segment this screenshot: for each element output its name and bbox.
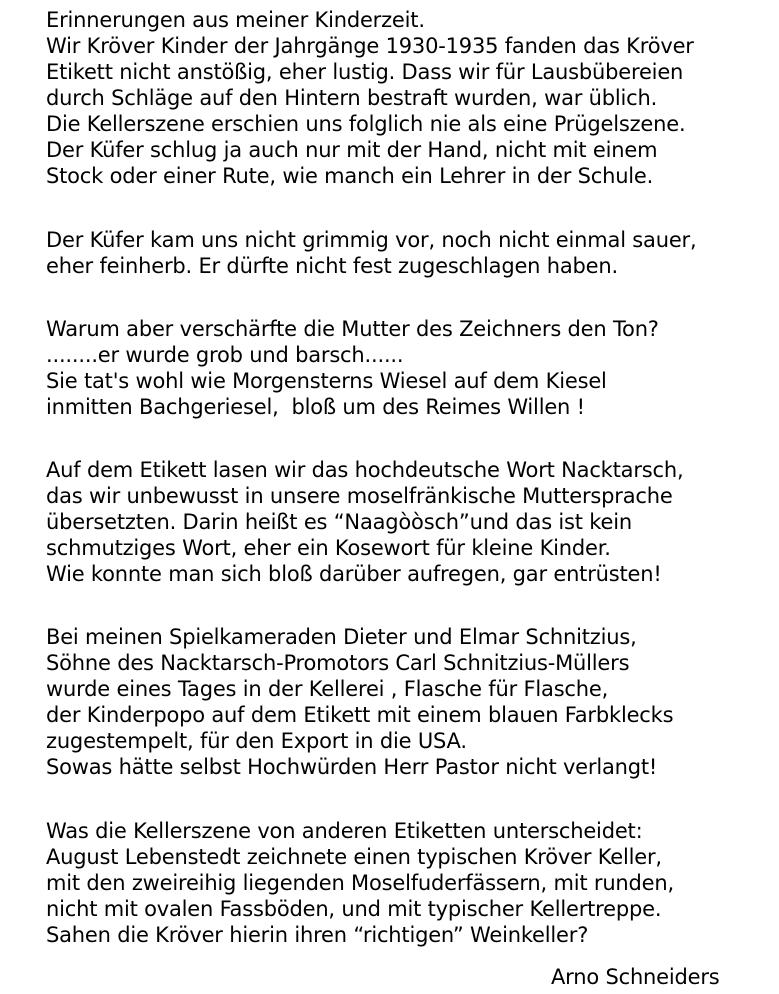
text-line: mit den zweireihig liegenden Moselfuderfässern, mit runden, <box>46 871 674 895</box>
text-line: Sowas hätte selbst Hochwürden Herr Pastor nicht verlangt! <box>46 755 658 779</box>
text-line: wurde eines Tages in der Kellerei , Flasche für Flasche, <box>46 677 609 701</box>
text-line: das wir unbewusst in unsere moselfränkische Muttersprache <box>46 484 673 508</box>
text-line: Sahen die Kröver hierin ihren “richtigen” Weinkeller? <box>46 923 589 947</box>
text-line: Warum aber verschärfte die Mutter des Zeichners den Ton? <box>46 317 659 341</box>
text-line: Stock oder einer Rute, wie manch ein Lehrer in der Schule. <box>46 164 654 188</box>
text-line: Erinnerungen aus meiner Kinderzeit. <box>46 8 425 32</box>
text-line: ........er wurde grob und barsch...... <box>46 343 404 367</box>
text-line: Der Küfer schlug ja auch nur mit der Hand, nicht mit einem <box>46 138 658 162</box>
text-line: Auf dem Etikett lasen wir das hochdeutsche Wort Nacktarsch, <box>46 458 684 482</box>
text-line: nicht mit ovalen Fassböden, und mit typischer Kellertreppe. <box>46 897 662 921</box>
author-signature: Arno Schneiders <box>551 965 720 989</box>
text-line: Was die Kellerszene von anderen Etiketten unterscheidet: <box>46 819 643 843</box>
text-line: Söhne des Nacktarsch-Promotors Carl Schnitzius-Müllers <box>46 651 630 675</box>
text-line: Wie konnte man sich bloß darüber aufregen, gar entrüsten! <box>46 562 662 586</box>
text-line: der Kinderpopo auf dem Etikett mit einem blauen Farbklecks <box>46 703 674 727</box>
text-line: Die Kellerszene erschien uns folglich nie als eine Prügelszene. <box>46 112 686 136</box>
text-line: inmitten Bachgeriesel, bloß um des Reimes Willen ! <box>46 395 585 419</box>
text-line: Der Küfer kam uns nicht grimmig vor, noch nicht einmal sauer, <box>46 228 697 252</box>
text-line: Bei meinen Spielkameraden Dieter und Elmar Schnitzius, <box>46 625 637 649</box>
text-line: Etikett nicht anstößig, eher lustig. Dass wir für Lausbübereien <box>46 60 684 84</box>
text-line: Wir Kröver Kinder der Jahrgänge 1930-1935 fanden das Kröver <box>46 34 694 58</box>
text-line: zugestempelt, für den Export in die USA. <box>46 729 467 753</box>
text-line: durch Schläge auf den Hintern bestraft wurden, war üblich. <box>46 86 658 110</box>
text-line: übersetzten. Darin heißt es “Naagòòsch”und das ist kein <box>46 510 632 534</box>
text-line: schmutziges Wort, eher ein Kosewort für kleine Kinder. <box>46 536 611 560</box>
text-line: August Lebenstedt zeichnete einen typischen Kröver Keller, <box>46 845 662 869</box>
text-line: eher feinherb. Er dürfte nicht fest zugeschlagen haben. <box>46 254 618 278</box>
text-line: Sie tat's wohl wie Morgensterns Wiesel auf dem Kiesel <box>46 369 607 393</box>
